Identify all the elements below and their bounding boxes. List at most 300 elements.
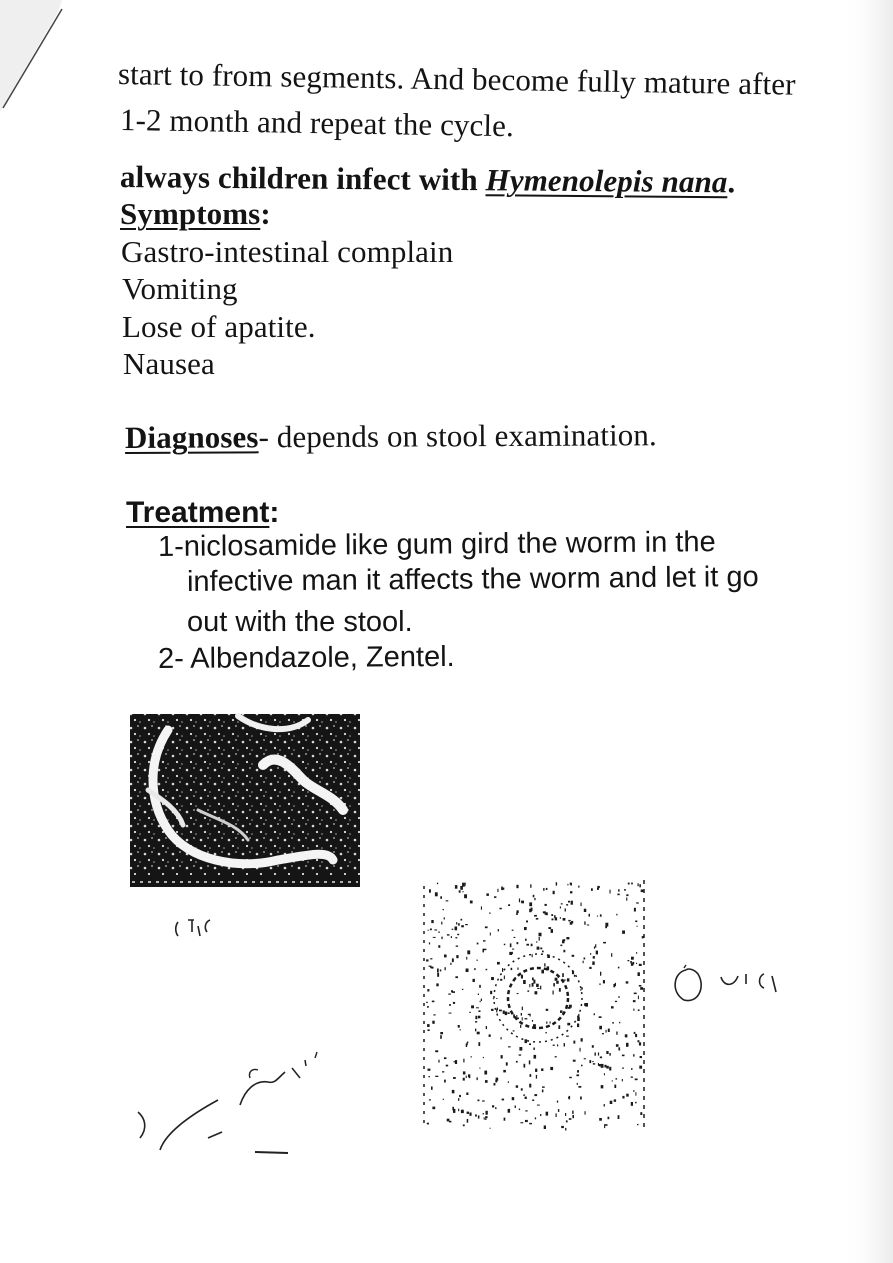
egg-speckle bbox=[545, 911, 546, 914]
egg-speckle bbox=[618, 1047, 620, 1050]
egg-speckle bbox=[453, 1002, 455, 1004]
egg-speckle bbox=[481, 906, 482, 909]
egg-speckle bbox=[510, 943, 512, 947]
egg-speckle bbox=[521, 1013, 522, 1016]
handwritten-mark-2 bbox=[666, 962, 791, 1012]
egg-speckle bbox=[639, 985, 642, 987]
egg-speckle bbox=[532, 983, 534, 987]
egg-speckle bbox=[466, 969, 469, 973]
egg-speckle bbox=[565, 1128, 566, 1131]
egg-speckle bbox=[622, 1079, 623, 1081]
egg-speckle bbox=[531, 944, 533, 947]
egg-speckle bbox=[502, 968, 503, 972]
egg-speckle bbox=[530, 1014, 531, 1017]
egg-speckle bbox=[634, 908, 636, 912]
symptoms-heading-text: Symptoms bbox=[120, 196, 261, 231]
egg-speckle bbox=[460, 886, 463, 890]
egg-speckle bbox=[616, 1078, 618, 1079]
egg-speckle bbox=[485, 1080, 488, 1083]
egg-speckle bbox=[529, 902, 532, 906]
egg-speckle bbox=[546, 888, 548, 890]
egg-speckle bbox=[539, 937, 540, 941]
egg-speckle bbox=[584, 958, 586, 960]
egg-speckle bbox=[560, 907, 561, 909]
egg-speckle bbox=[525, 1097, 527, 1099]
egg-speckle bbox=[486, 893, 489, 896]
egg-speckle bbox=[499, 1010, 502, 1012]
egg-speckle bbox=[476, 1007, 479, 1008]
egg-speckle bbox=[609, 1053, 610, 1056]
egg-speckle bbox=[525, 1018, 528, 1019]
egg-speckle bbox=[630, 961, 632, 963]
egg-speckle bbox=[517, 968, 518, 970]
egg-speckle bbox=[563, 918, 566, 921]
egg-speckle bbox=[540, 986, 541, 990]
egg-speckle bbox=[430, 966, 431, 969]
egg-speckle bbox=[469, 1012, 471, 1013]
egg-speckle bbox=[481, 999, 482, 1002]
egg-speckle bbox=[563, 939, 566, 941]
egg-speckle bbox=[556, 1113, 557, 1117]
egg-speckle bbox=[477, 1077, 478, 1080]
egg-speckle bbox=[428, 1029, 430, 1031]
egg-speckle bbox=[589, 967, 591, 969]
egg-speckle bbox=[570, 922, 573, 925]
egg-speckle bbox=[490, 933, 491, 936]
egg-speckle bbox=[477, 960, 478, 961]
egg-speckle bbox=[478, 1042, 480, 1046]
egg-speckle bbox=[433, 937, 436, 938]
egg-speckle bbox=[536, 941, 537, 942]
egg-speckle bbox=[434, 929, 437, 930]
egg-speckle bbox=[622, 1055, 625, 1057]
egg-speckle bbox=[615, 1001, 617, 1002]
egg-speckle bbox=[541, 1068, 543, 1071]
egg-speckle bbox=[503, 1011, 505, 1014]
egg-speckle bbox=[543, 888, 544, 891]
egg-speckle bbox=[601, 1064, 604, 1068]
egg-speckle bbox=[516, 885, 518, 888]
egg-speckle bbox=[559, 988, 561, 992]
egg-speckle bbox=[525, 1039, 528, 1043]
egg-speckle bbox=[639, 884, 641, 887]
egg-speckle bbox=[568, 901, 570, 903]
symptom-item: Vomiting bbox=[122, 271, 238, 306]
egg-speckle bbox=[442, 1071, 444, 1072]
egg-speckle bbox=[626, 981, 629, 983]
egg-speckle bbox=[532, 1100, 534, 1102]
egg-speckle bbox=[577, 1070, 579, 1073]
egg-speckle bbox=[473, 979, 475, 982]
egg-speckle bbox=[466, 1076, 467, 1078]
egg-speckle bbox=[435, 892, 438, 896]
egg-speckle bbox=[483, 940, 486, 941]
egg-speckle bbox=[497, 889, 498, 892]
egg-speckle bbox=[458, 1098, 459, 1101]
egg-speckle bbox=[431, 920, 433, 923]
egg-speckle bbox=[435, 1076, 438, 1077]
egg-speckle bbox=[529, 1084, 531, 1088]
egg-speckle bbox=[477, 1032, 480, 1035]
egg-speckle bbox=[529, 1043, 531, 1045]
egg-speckle bbox=[512, 949, 514, 950]
egg-speckle bbox=[426, 1002, 428, 1003]
symptoms-heading-colon: : bbox=[260, 196, 271, 231]
egg-speckle bbox=[558, 1025, 560, 1029]
egg-speckle bbox=[581, 1065, 583, 1067]
egg-speckle bbox=[494, 1083, 496, 1086]
egg-speckle bbox=[631, 1102, 633, 1106]
egg-speckle bbox=[606, 1066, 608, 1069]
egg-speckle bbox=[437, 883, 438, 885]
egg-speckle bbox=[616, 914, 617, 916]
egg-speckle bbox=[618, 967, 620, 969]
egg-speckle bbox=[594, 947, 595, 949]
egg-speckle bbox=[593, 956, 595, 959]
egg-speckle bbox=[426, 959, 428, 961]
egg-speckle bbox=[561, 903, 563, 904]
egg-speckle bbox=[569, 1118, 572, 1120]
egg-speckle bbox=[626, 898, 627, 901]
egg-speckle bbox=[483, 1113, 484, 1114]
egg-speckle bbox=[604, 1073, 605, 1075]
diagnoses-line bbox=[125, 417, 657, 456]
egg-speckle bbox=[634, 1032, 636, 1034]
egg-speckle bbox=[525, 939, 527, 941]
egg-speckle bbox=[576, 1074, 579, 1076]
egg-speckle bbox=[640, 1056, 642, 1058]
egg-speckle bbox=[535, 1117, 536, 1119]
egg-speckle bbox=[609, 1067, 611, 1071]
egg-speckle bbox=[438, 1060, 439, 1063]
egg-speckle bbox=[504, 976, 505, 980]
egg-speckle bbox=[475, 1016, 477, 1019]
egg-speckle bbox=[578, 886, 579, 888]
egg-speckle bbox=[566, 1120, 568, 1122]
egg-speckle bbox=[504, 1118, 506, 1121]
egg-speckle bbox=[624, 889, 626, 891]
egg-speckle bbox=[509, 952, 512, 955]
treatment-heading bbox=[126, 495, 279, 531]
egg-speckle bbox=[485, 926, 488, 928]
egg-speckle bbox=[437, 969, 439, 973]
egg-speckle bbox=[491, 977, 494, 980]
egg-speckle bbox=[512, 952, 513, 954]
egg-speckle bbox=[445, 967, 446, 970]
egg-speckle bbox=[486, 1026, 487, 1029]
egg-speckle bbox=[496, 998, 497, 999]
egg-speckle bbox=[595, 944, 596, 947]
egg-speckle bbox=[521, 901, 524, 904]
egg-speckle bbox=[557, 1101, 558, 1103]
egg-speckle bbox=[529, 1123, 532, 1124]
egg-speckle bbox=[516, 1085, 518, 1088]
egg-speckle bbox=[467, 1119, 469, 1123]
egg-speckle bbox=[451, 936, 452, 938]
egg-speckle bbox=[628, 883, 630, 885]
egg-speckle bbox=[452, 1090, 455, 1093]
egg-speckle bbox=[591, 888, 593, 891]
egg-speckle bbox=[548, 927, 551, 929]
egg-speckle bbox=[516, 1015, 518, 1016]
egg-speckle bbox=[529, 984, 530, 987]
egg-speckle bbox=[521, 975, 523, 979]
egg-speckle bbox=[429, 889, 431, 892]
egg-speckle bbox=[536, 1075, 537, 1079]
egg-speckle bbox=[533, 1024, 536, 1027]
egg-speckle bbox=[608, 1029, 610, 1032]
egg-speckle bbox=[517, 942, 519, 944]
egg-speckle bbox=[496, 1009, 497, 1013]
egg-speckle bbox=[525, 1110, 527, 1111]
egg-speckle bbox=[524, 1064, 526, 1068]
egg-speckle bbox=[568, 920, 570, 922]
egg-speckle bbox=[456, 946, 458, 947]
egg-speckle bbox=[631, 957, 634, 960]
egg-speckle bbox=[638, 1040, 640, 1042]
egg-speckle bbox=[478, 994, 479, 996]
egg-speckle bbox=[458, 1109, 459, 1112]
egg-speckle bbox=[636, 952, 637, 954]
egg-speckle bbox=[453, 1077, 456, 1079]
egg-speckle bbox=[640, 987, 643, 990]
egg-speckle bbox=[429, 1099, 431, 1100]
egg-speckle bbox=[619, 1022, 620, 1024]
egg-speckle bbox=[595, 1053, 596, 1056]
egg-speckle bbox=[444, 917, 445, 919]
egg-speckle bbox=[479, 1068, 480, 1069]
egg-speckle bbox=[537, 1105, 540, 1106]
egg-speckle bbox=[526, 944, 529, 946]
egg-speckle bbox=[600, 1057, 602, 1059]
egg-speckle bbox=[458, 1025, 460, 1028]
treatment-heading-colon: : bbox=[269, 496, 280, 529]
egg-speckle bbox=[551, 929, 553, 933]
diagnoses-text: - depends on stool examination. bbox=[258, 417, 657, 455]
egg-speckle bbox=[478, 1010, 480, 1012]
egg-speckle bbox=[428, 1069, 431, 1071]
egg-speckle bbox=[478, 1115, 480, 1118]
egg-speckle bbox=[636, 963, 637, 964]
egg-speckle bbox=[560, 1010, 563, 1013]
egg-speckle bbox=[463, 1059, 464, 1063]
egg-speckle bbox=[563, 950, 565, 953]
egg-speckle bbox=[484, 1117, 485, 1119]
egg-speckle bbox=[637, 926, 638, 927]
egg-speckle bbox=[562, 973, 564, 977]
egg-speckle bbox=[635, 1102, 637, 1104]
egg-speckle bbox=[490, 1128, 491, 1129]
egg-speckle bbox=[455, 1060, 457, 1064]
egg-speckle bbox=[598, 1063, 599, 1066]
egg-speckle bbox=[455, 976, 458, 978]
egg-speckle bbox=[558, 1109, 559, 1112]
egg-speckle bbox=[440, 896, 442, 899]
egg-speckle bbox=[465, 883, 466, 886]
egg-speckle bbox=[475, 1114, 477, 1116]
egg-speckle bbox=[503, 1070, 506, 1073]
egg-speckle bbox=[458, 923, 460, 926]
egg-speckle bbox=[612, 1080, 613, 1081]
egg-speckle bbox=[592, 1061, 594, 1062]
egg-speckle bbox=[529, 1060, 531, 1064]
egg-speckle bbox=[598, 1052, 599, 1055]
handwritten-mark-1 bbox=[170, 912, 230, 942]
egg-speckle bbox=[612, 1022, 614, 1024]
egg-speckle bbox=[512, 1097, 515, 1100]
egg-speckle bbox=[466, 1043, 468, 1045]
egg-speckle bbox=[631, 883, 633, 885]
egg-speckle bbox=[544, 1126, 546, 1130]
egg-speckle bbox=[583, 961, 584, 964]
egg-speckle bbox=[512, 930, 514, 931]
egg-speckle bbox=[534, 898, 535, 900]
egg-speckle bbox=[611, 1006, 614, 1008]
egg-speckle bbox=[599, 1026, 602, 1030]
egg-speckle bbox=[440, 1035, 442, 1039]
egg-speckle bbox=[519, 899, 520, 903]
egg-speckle bbox=[640, 1112, 642, 1115]
egg-speckle bbox=[618, 1115, 620, 1119]
egg-speckle bbox=[508, 1046, 511, 1047]
egg-speckle bbox=[519, 1054, 522, 1055]
egg-speckle bbox=[552, 919, 554, 921]
egg-speckle bbox=[463, 1078, 465, 1081]
egg-speckle bbox=[468, 1074, 470, 1077]
egg-speckle bbox=[631, 963, 633, 966]
egg-speckle bbox=[474, 968, 475, 970]
egg-speckle bbox=[493, 998, 495, 999]
handwritten-signature bbox=[130, 1050, 330, 1165]
egg-speckle bbox=[615, 983, 616, 986]
egg-speckle bbox=[574, 975, 575, 977]
egg-speckle bbox=[524, 927, 527, 930]
egg-speckle bbox=[626, 1094, 629, 1097]
egg-speckle bbox=[605, 1124, 608, 1126]
egg-speckle bbox=[483, 1057, 484, 1058]
egg-speckle bbox=[456, 922, 457, 924]
egg-speckle bbox=[456, 955, 458, 958]
egg-speckle bbox=[534, 1094, 537, 1096]
egg-speckle bbox=[499, 908, 501, 910]
egg-speckle bbox=[633, 1000, 636, 1002]
egg-speckle bbox=[432, 1107, 435, 1110]
intro-line-2: 1-2 month and repeat the cycle. bbox=[119, 102, 515, 144]
egg-speckle bbox=[577, 1017, 580, 1021]
egg-speckle bbox=[432, 1021, 434, 1024]
egg-speckle bbox=[541, 970, 544, 974]
egg-speckle bbox=[597, 888, 599, 890]
egg-speckle bbox=[441, 937, 442, 940]
egg-speckle bbox=[459, 1095, 461, 1097]
egg-speckle bbox=[443, 909, 444, 910]
egg-speckle bbox=[475, 1021, 477, 1022]
egg-speckle bbox=[555, 978, 558, 981]
egg-speckle bbox=[441, 922, 442, 925]
egg-speckle bbox=[536, 918, 539, 920]
egg-speckle bbox=[471, 1005, 474, 1008]
egg-speckle bbox=[638, 996, 639, 1000]
egg-speckle bbox=[638, 1009, 640, 1011]
egg-speckle bbox=[589, 1060, 591, 1063]
egg-speckle bbox=[486, 1111, 488, 1115]
egg-speckle bbox=[478, 1100, 480, 1102]
egg-speckle bbox=[608, 1117, 610, 1120]
egg-speckle bbox=[610, 890, 611, 894]
egg-speckle bbox=[448, 994, 451, 995]
egg-speckle bbox=[638, 972, 640, 976]
egg-speckle bbox=[635, 921, 637, 923]
adult-worm-figure bbox=[128, 710, 362, 890]
egg-speckle bbox=[592, 1045, 594, 1048]
egg-speckle bbox=[566, 937, 569, 939]
egg-speckle bbox=[639, 1066, 642, 1069]
egg-speckle bbox=[550, 1067, 553, 1070]
egg-speckle bbox=[455, 937, 457, 938]
egg-speckle bbox=[610, 1101, 613, 1104]
treatment-heading-text: Treatment bbox=[126, 496, 270, 529]
egg-speckle bbox=[566, 904, 568, 906]
egg-speckle bbox=[452, 1107, 454, 1111]
egg-speckle bbox=[450, 963, 451, 965]
egg-speckle bbox=[462, 989, 463, 990]
egg-speckle bbox=[638, 883, 639, 886]
egg-speckle bbox=[570, 891, 572, 893]
egg-speckle bbox=[470, 901, 473, 904]
egg-speckle bbox=[634, 993, 637, 995]
treatment-1-line-3: out with the stool. bbox=[187, 606, 413, 638]
egg-speckle bbox=[478, 1016, 480, 1019]
egg-speckle bbox=[479, 985, 481, 988]
egg-speckle bbox=[533, 895, 535, 898]
egg-speckle bbox=[532, 954, 533, 957]
egg-speckle bbox=[444, 1057, 447, 1059]
egg-speckle bbox=[520, 1122, 523, 1123]
egg-speckle bbox=[567, 884, 568, 886]
egg-speckle bbox=[491, 1009, 493, 1011]
egg-speckle bbox=[628, 960, 630, 961]
egg-speckle bbox=[599, 983, 600, 985]
egg-speckle bbox=[449, 1013, 452, 1014]
egg-speckle bbox=[525, 1120, 528, 1122]
egg-speckle bbox=[438, 945, 440, 948]
egg-speckle bbox=[556, 981, 559, 984]
egg-speckle bbox=[636, 902, 639, 903]
egg-speckle bbox=[553, 891, 555, 894]
egg-speckle bbox=[508, 1081, 509, 1083]
egg-speckle bbox=[569, 1077, 572, 1078]
egg-speckle bbox=[567, 1023, 570, 1026]
egg-speckle bbox=[592, 961, 594, 965]
egg-speckle bbox=[589, 914, 591, 917]
egg-speckle bbox=[431, 1087, 433, 1090]
egg-speckle bbox=[489, 1034, 491, 1037]
egg-speckle bbox=[622, 931, 625, 934]
egg-speckle bbox=[635, 1092, 636, 1096]
egg-speckle bbox=[431, 967, 433, 969]
egg-speckle bbox=[633, 1090, 634, 1092]
egg-speckle bbox=[435, 1050, 438, 1052]
egg-speckle bbox=[626, 894, 628, 896]
egg-speckle bbox=[587, 925, 589, 926]
egg-speckle bbox=[533, 980, 535, 984]
egg-speckle bbox=[602, 1033, 604, 1034]
egg-speckle bbox=[599, 1118, 602, 1121]
egg-speckle bbox=[523, 1095, 525, 1096]
egg-speckle bbox=[457, 934, 459, 935]
egg-speckle bbox=[593, 1063, 595, 1064]
egg-speckle bbox=[486, 969, 488, 971]
